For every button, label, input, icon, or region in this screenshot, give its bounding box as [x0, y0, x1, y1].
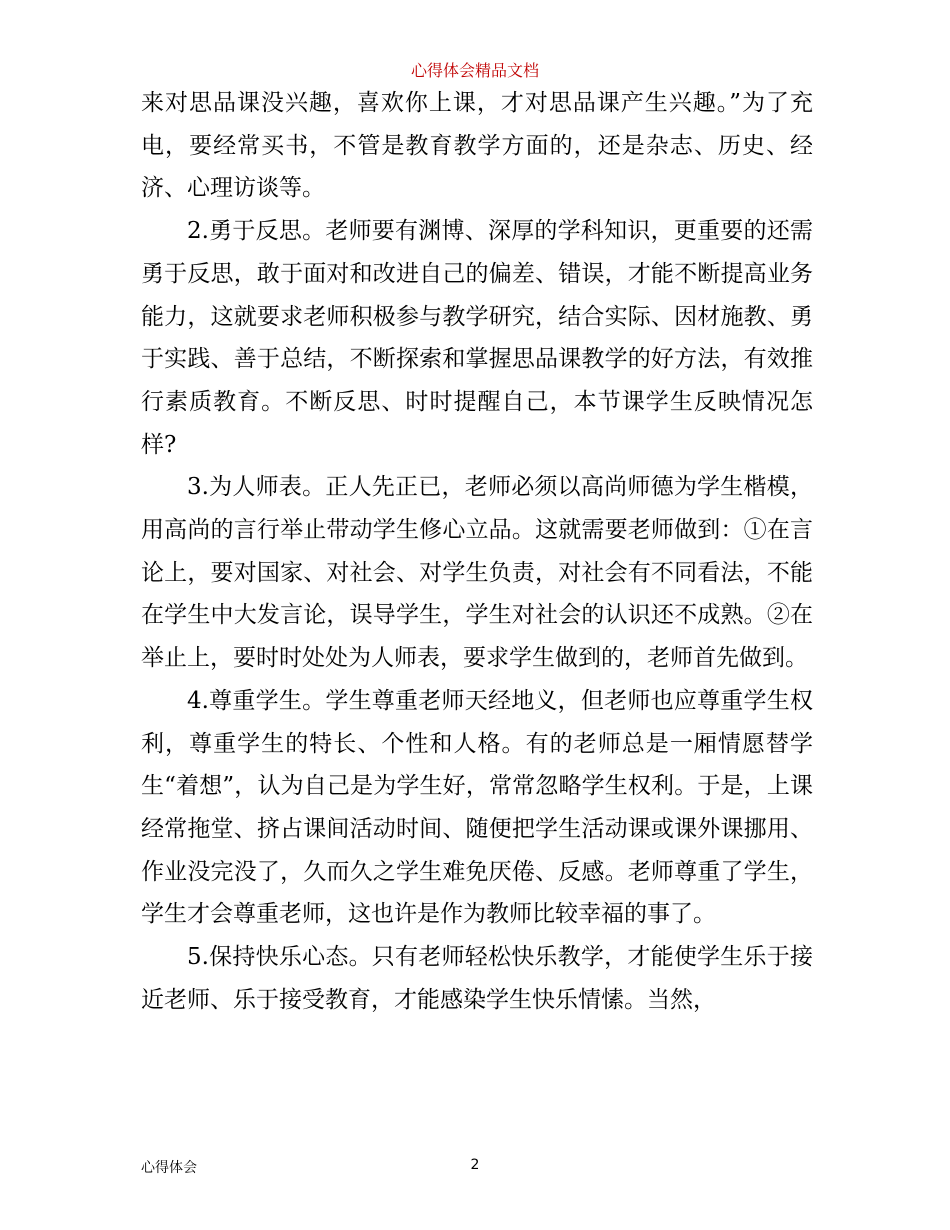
page-number: 2 [470, 1157, 480, 1173]
footer-label: 心得体会 [141, 1160, 197, 1176]
paragraph-continuation: 来对思品课没兴趣，喜欢你上课，才对思品课产生兴趣。”为了充电，要经常买书，不管是教育教学方面的，还是杂志、历史、经济、心理访谈等。 [141, 90, 813, 202]
paragraph-respect-students: 4.尊重学生。学生尊重老师天经地义，但老师也应尊重学生权利，尊重学生的特长、个性和人格。有的老师总是一厢情愿替学生“着想”，认为自己是为学生好，常常忽略学生权利。于是，上课经常拖堂、挤占课间活动时间、随便把学生活动课或课外课挪用、作业没完没了，久而久之学生难免厌倦、反感。老师尊重了学生，学生才会尊重老师，这也许是作为教师比较幸福的事了。 [141, 687, 813, 928]
paragraph-happy-mindset: 5.保持快乐心态。只有老师轻松快乐教学，才能使学生乐于接近老师、乐于接受教育，才能感染学生快乐情愫。当然， [141, 944, 813, 1013]
page-header: 心得体会精品文档 [410, 61, 539, 80]
paragraph-role-model: 3.为人师表。正人先正已，老师必须以高尚师德为学生楷模，用高尚的言行举止带动学生修心立品。这就需要老师做到：①在言论上，要对国家、对社会、对学生负责，对社会有不同看法，不能在学生中大发言论，误导学生，学生对社会的认识还不成熟。②在举止上，要时时处处为人师表，要求学生做到的，老师首先做到。 [141, 474, 813, 672]
paragraph-reflection: 2.勇于反思。老师要有渊博、深厚的学科知识，更重要的还需勇于反思，敢于面对和改进自己的偏差、错误，才能不断提高业务能力，这就要求老师积极参与教学研究，结合实际、因材施教、勇于实践、善于总结，不断探索和掌握思品课教学的好方法，有效推行素质教育。不断反思、时时提醒自己，本节课学生反映情况怎样? [141, 218, 813, 458]
document-body [141, 82, 813, 1021]
